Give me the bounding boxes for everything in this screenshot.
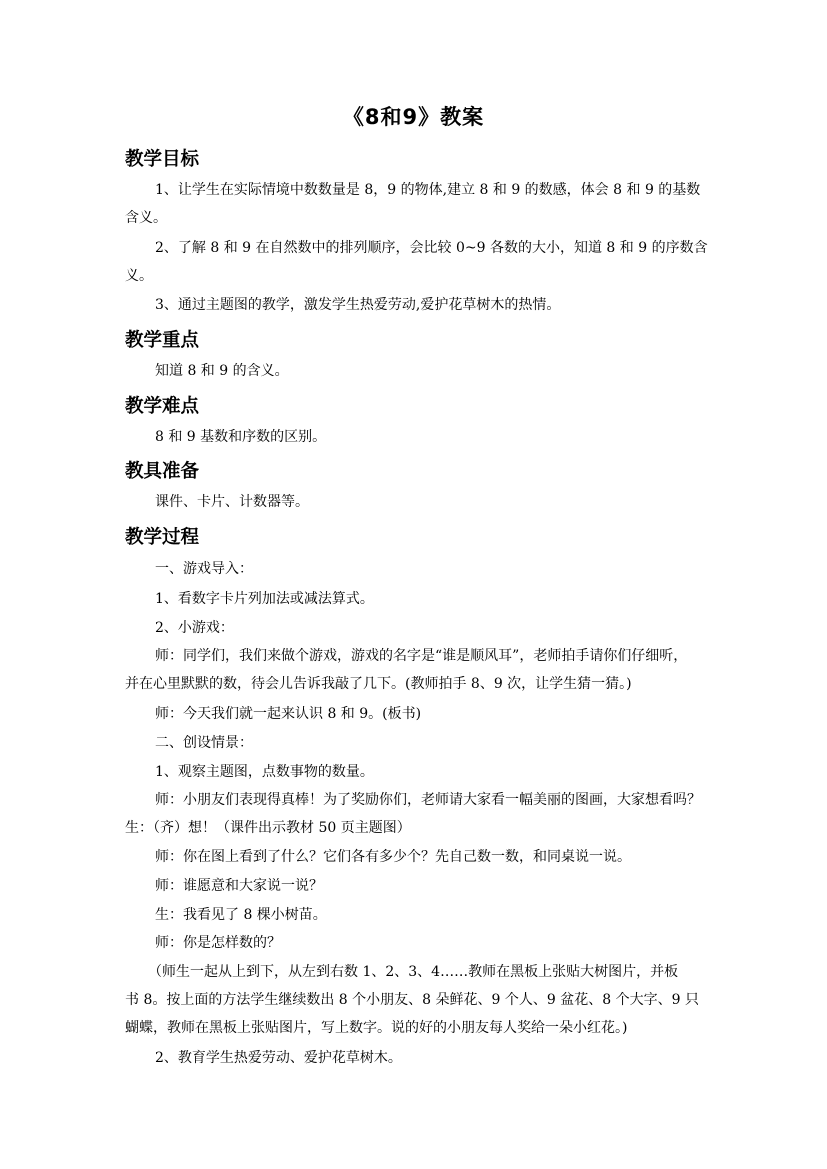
process-line: 1、观察主题图，点数事物的数量。 <box>155 764 374 780</box>
process-line: 2、小游戏： <box>155 620 234 636</box>
goal-3-line-1: 3、通过主题图的教学，激发学生热爱劳动,爱护花草树木的热情。 <box>155 297 561 313</box>
key-points-text: 知道 8 和 9 的含义。 <box>155 363 289 379</box>
goal-2-line-2: 义。 <box>125 268 153 284</box>
process-line: 生：我看见了 8 棵小树苗。 <box>155 907 327 923</box>
process-line: 一、游戏导入： <box>155 561 253 577</box>
process-line: 师：你在图上看到了什么？它们各有多少个？先自己数一数，和同桌说一说。 <box>155 849 631 865</box>
process-line: 师：同学们，我们来做个游戏，游戏的名字是“谁是顺风耳”，老师拍手请你们仔细听， <box>155 648 688 664</box>
heading-tools: 教具准备 <box>125 461 200 482</box>
tools-text: 课件、卡片、计数器等。 <box>155 494 309 510</box>
goal-1-line-2: 含义。 <box>125 210 167 226</box>
process-line: 2、教育学生热爱劳动、爱护花草树木。 <box>155 1050 402 1066</box>
process-line: 二、创设情景： <box>155 735 253 751</box>
goal-1-line-1: 1、让学生在实际情境中数数量是 8，9 的物体,建立 8 和 9 的数感，体会 8 和 9 的基数 <box>155 182 701 198</box>
process-line: 书 8。按上面的方法学生继续数出 8 个小朋友、8 朵鲜花、9 个人、9 盆花、8 个大字、9 只 <box>125 992 699 1008</box>
heading-process: 教学过程 <box>125 527 200 548</box>
process-line: 师：小朋友们表现得真棒！为了奖励你们，老师请大家看一幅美丽的图画，大家想看吗？ <box>155 792 701 808</box>
process-line: 生：（齐）想！（课件出示教材 50 页主题图） <box>125 820 411 836</box>
process-line: （师生一起从上到下，从左到右数 1、2、3、4……教师在黑板上张贴大树图片，并板 <box>148 964 679 980</box>
heading-difficulties: 教学难点 <box>125 396 200 417</box>
process-line: 蝴蝶，教师在黑板上张贴图片，写上数字。说的好的小朋友每人奖给一朵小红花。) <box>125 1020 628 1036</box>
process-line: 1、看数字卡片列加法或减法算式。 <box>155 591 374 607</box>
heading-goals: 教学目标 <box>125 149 200 170</box>
heading-key-points: 教学重点 <box>125 330 200 351</box>
process-line: 并在心里默默的数，待会儿告诉我敲了几下。(教师拍手 8、9 次，让学生猜一猜。) <box>125 676 632 692</box>
goal-2-line-1: 2、了解 8 和 9 在自然数中的排列顺序，会比较 0~9 各数的大小，知道 8 和 9 的序数含 <box>155 240 708 256</box>
process-line: 师：你是怎样数的？ <box>155 935 281 951</box>
document-title: 《8和9》教案 <box>342 105 485 129</box>
process-line: 师：谁愿意和大家说一说？ <box>155 878 323 894</box>
difficulties-text: 8 和 9 基数和序数的区别。 <box>155 429 327 445</box>
process-line: 师：今天我们就一起来认识 8 和 9。(板书) <box>155 706 422 722</box>
